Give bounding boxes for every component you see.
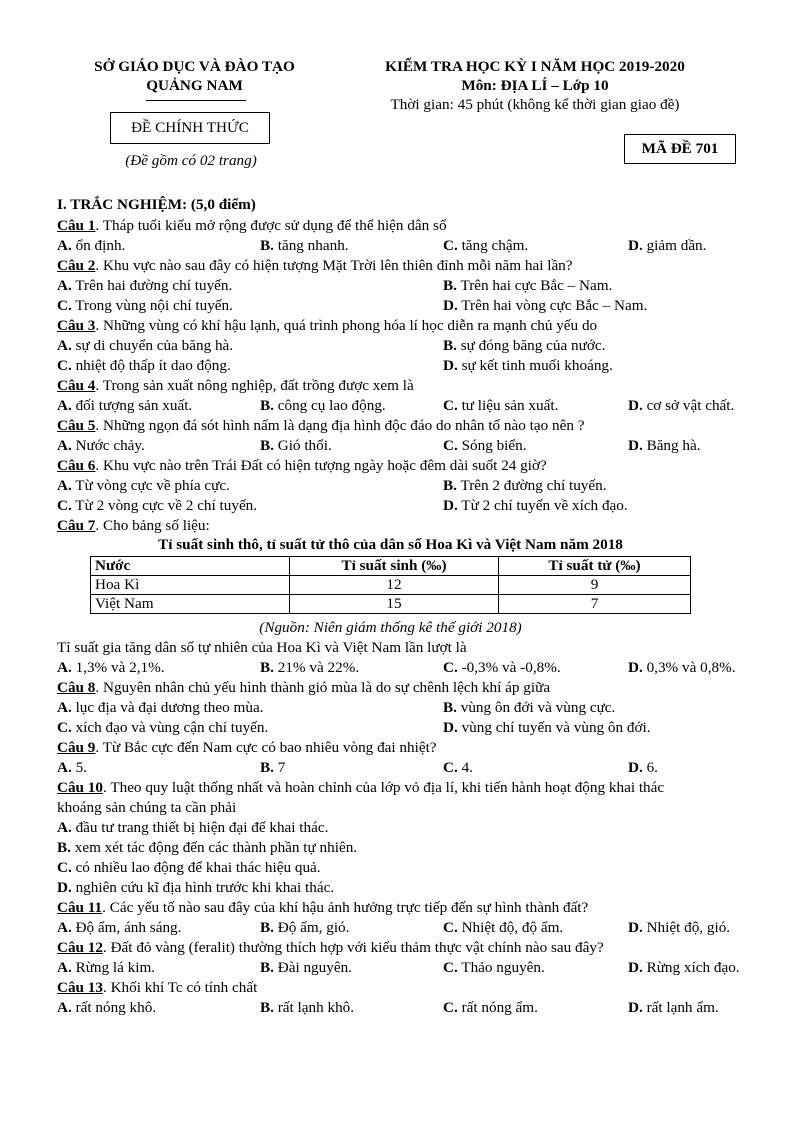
option-letter: C.: [443, 237, 458, 254]
answer-option: [260, 918, 349, 937]
option-letter: D.: [443, 719, 458, 736]
option-text: Nước chảy.: [71, 437, 145, 454]
answer-option: [443, 276, 612, 295]
exam-subject: Môn: ĐỊA LÍ – Lớp 10: [461, 77, 609, 94]
question-stem: [57, 416, 584, 435]
answer-option: [57, 878, 334, 897]
answer-option: [57, 998, 156, 1017]
section-title: I. TRẮC NGHIỆM: (5,0 điểm): [57, 196, 256, 213]
answer-option: [628, 998, 719, 1017]
option-text: tăng nhanh.: [273, 237, 349, 254]
question-text-continued: khoáng sản chúng ta cần phải: [57, 799, 237, 816]
answer-option: [57, 858, 321, 877]
question-stem: [57, 898, 588, 917]
option-letter: C.: [57, 357, 72, 374]
question-text: . Khu vực nào sau đây có hiện tượng Mặt Trời lên thiên đỉnh mỗi năm hai lần?: [95, 257, 573, 274]
option-text: rất lạnh ẩm.: [642, 999, 719, 1016]
table-cell: Việt Nam: [91, 595, 290, 614]
option-letter: B.: [260, 659, 274, 676]
pages-note: (Đề gồm có 02 trang): [125, 152, 257, 169]
option-letter: D.: [628, 919, 643, 936]
question-number: Câu 2: [57, 257, 96, 274]
data-table: [90, 556, 691, 614]
question-text: . Trong sản xuất nông nghiệp, đất trồng được xem là: [95, 377, 414, 394]
option-letter: D.: [628, 237, 643, 254]
answer-option: [443, 718, 651, 737]
option-text: Độ ẩm, gió.: [273, 919, 350, 936]
question-text: . Khu vực nào trên Trái Đất có hiện tượng ngày hoặc đêm dài suốt 24 giờ?: [95, 457, 547, 474]
question-text: . Từ Bắc cực đến Nam cực có bao nhiêu vòng đai nhiệt?: [95, 739, 437, 756]
option-letter: C.: [443, 397, 458, 414]
answer-option: [57, 718, 268, 737]
option-letter: A.: [57, 659, 72, 676]
option-text: công cụ lao động.: [273, 397, 386, 414]
table-cell: Hoa Kì: [91, 576, 290, 595]
option-text: ổn định.: [71, 237, 126, 254]
option-letter: A.: [57, 437, 72, 454]
answer-option: [260, 436, 332, 455]
option-text: lục địa và đại dương theo mùa.: [71, 699, 264, 716]
option-text: tăng chậm.: [457, 237, 529, 254]
option-text: 1,3% và 2,1%.: [71, 659, 165, 676]
option-text: vùng chí tuyến và vùng ôn đới.: [457, 719, 651, 736]
answer-option: [443, 396, 558, 415]
option-letter: A.: [57, 699, 72, 716]
option-text: Từ 2 chí tuyến về xích đạo.: [457, 497, 628, 514]
answer-option: [443, 998, 538, 1017]
answer-option: [57, 496, 257, 515]
answer-option: [57, 918, 181, 937]
option-text: Rừng xích đạo.: [642, 959, 740, 976]
option-letter: A.: [57, 337, 72, 354]
option-letter: C.: [443, 919, 458, 936]
header-divider: [146, 100, 246, 101]
question-text: . Cho bảng số liệu:: [95, 517, 210, 534]
option-letter: A.: [57, 237, 72, 254]
question-number: Câu 4: [57, 377, 96, 394]
option-text: Băng hà.: [642, 437, 701, 454]
question-stem: [57, 256, 573, 275]
option-text: Gió thổi.: [273, 437, 332, 454]
answer-option: [443, 356, 613, 375]
answer-option: [443, 496, 628, 515]
table-header-cell: Nước: [91, 557, 290, 576]
option-text: sự đóng băng của nước.: [456, 337, 606, 354]
option-letter: C.: [443, 959, 458, 976]
answer-option: [443, 436, 527, 455]
option-letter: D.: [628, 437, 643, 454]
option-text: Rừng lá kim.: [71, 959, 156, 976]
answer-option: [260, 758, 285, 777]
option-text: Trên hai cực Bắc – Nam.: [456, 277, 613, 294]
answer-option: [628, 658, 736, 677]
exam-time: Thời gian: 45 phút (không kể thời gian giao đề): [390, 96, 680, 113]
option-text: Trong vùng nội chí tuyến.: [71, 297, 233, 314]
option-text: 21% và 22%.: [273, 659, 360, 676]
answer-option: [57, 838, 357, 857]
option-letter: D.: [628, 659, 643, 676]
answer-option: [443, 918, 563, 937]
question-stem: [57, 938, 604, 957]
answer-option: [628, 436, 701, 455]
option-letter: B.: [443, 277, 457, 294]
answer-option: [260, 658, 359, 677]
exam-code-badge: MÃ ĐỀ 701: [624, 134, 736, 164]
option-text: Trên hai vòng cực Bắc – Nam.: [457, 297, 648, 314]
question-stem: [57, 678, 550, 697]
answer-option: [57, 698, 263, 717]
option-letter: D.: [628, 397, 643, 414]
answer-option: [443, 658, 561, 677]
option-text: nghiên cứu kĩ địa hình trước khi khai thác.: [71, 879, 335, 896]
option-text: nhiệt độ thấp ít dao động.: [71, 357, 231, 374]
table-cell: 7: [499, 595, 691, 614]
question-text: . Các yếu tố nào sau đây của khí hậu ảnh hưởng trực tiếp đến sự hình thành đất?: [102, 899, 589, 916]
option-text: 5.: [71, 759, 87, 776]
option-letter: B.: [260, 397, 274, 414]
answer-option: [443, 958, 545, 977]
table-title: Tỉ suất sinh thô, tỉ suất tử thô của dân số Hoa Kì và Việt Nam năm 2018: [158, 536, 623, 553]
question-stem: [57, 216, 447, 235]
answer-option: [57, 236, 125, 255]
question-number: Câu 7: [57, 517, 96, 534]
answer-option: [443, 476, 607, 495]
answer-option: [260, 396, 386, 415]
option-letter: A.: [57, 819, 72, 836]
option-letter: C.: [443, 759, 458, 776]
question-number: Câu 1: [57, 217, 96, 234]
answer-option: [628, 758, 658, 777]
option-letter: B.: [260, 759, 274, 776]
option-letter: D.: [57, 879, 72, 896]
option-letter: B.: [260, 919, 274, 936]
option-text: đối tượng sản xuất.: [71, 397, 193, 414]
answer-option: [57, 356, 231, 375]
option-letter: D.: [628, 759, 643, 776]
question-stem: [57, 456, 547, 475]
option-text: Sóng biển.: [457, 437, 527, 454]
question-stem: [57, 778, 664, 797]
option-text: Từ 2 vòng cực về 2 chí tuyến.: [71, 497, 258, 514]
question-text: . Nguyên nhân chủ yếu hình thành gió mùa là do sự chênh lệch khí áp giữa: [95, 679, 551, 696]
question-number: Câu 3: [57, 317, 96, 334]
question-stem: [57, 316, 597, 335]
option-letter: D.: [628, 959, 643, 976]
option-text: -0,3% và -0,8%.: [457, 659, 561, 676]
option-text: 6.: [642, 759, 658, 776]
table-row: [91, 595, 691, 614]
answer-option: [57, 336, 233, 355]
question-text: . Khối khí Tc có tính chất: [103, 979, 258, 996]
table-row: [91, 576, 691, 595]
answer-option: [260, 998, 354, 1017]
question-number: Câu 12: [57, 939, 103, 956]
option-letter: C.: [443, 659, 458, 676]
option-letter: A.: [57, 277, 72, 294]
table-header-row: [91, 557, 691, 576]
option-text: rất nóng ẩm.: [457, 999, 538, 1016]
answer-option: [443, 236, 528, 255]
answer-option: [260, 958, 352, 977]
table-source: (Nguồn: Niên giám thống kê thế giới 2018): [259, 619, 522, 636]
answer-option: [628, 236, 706, 255]
department-name: SỞ GIÁO DỤC VÀ ĐÀO TẠO: [94, 58, 295, 75]
option-text: Trên hai đường chí tuyến.: [71, 277, 233, 294]
answer-option: [628, 918, 730, 937]
option-text: giảm dần.: [642, 237, 707, 254]
answer-option: [443, 758, 473, 777]
option-text: có nhiều lao động để khai thác hiệu quả.: [71, 859, 321, 876]
question-number: Câu 6: [57, 457, 96, 474]
option-text: đầu tư trang thiết bị hiện đại để khai thác.: [71, 819, 329, 836]
option-text: rất lạnh khô.: [273, 999, 355, 1016]
table-header-cell: Tỉ suất tử (‰): [499, 557, 691, 576]
exam-title: KIỂM TRA HỌC KỲ I NĂM HỌC 2019-2020: [385, 58, 685, 75]
option-letter: D.: [443, 357, 458, 374]
answer-option: [57, 476, 230, 495]
option-letter: B.: [260, 959, 274, 976]
option-letter: A.: [57, 999, 72, 1016]
question-number: Câu 11: [57, 899, 103, 916]
option-letter: D.: [628, 999, 643, 1016]
option-letter: C.: [57, 497, 72, 514]
question-stem: [57, 978, 257, 997]
question-text: . Những ngọn đá sót hình nấm là dạng địa hình độc đáo do nhân tố nào tạo nên ?: [95, 417, 585, 434]
option-letter: A.: [57, 759, 72, 776]
question-text: . Những vùng có khí hậu lạnh, quá trình phong hóa lí học diễn ra mạnh chủ yếu do: [95, 317, 598, 334]
question-number: Câu 13: [57, 979, 103, 996]
question-stem: [57, 516, 210, 535]
option-letter: B.: [260, 999, 274, 1016]
option-text: vùng ôn đới và vùng cực.: [456, 699, 616, 716]
option-letter: D.: [443, 297, 458, 314]
option-letter: B.: [443, 337, 457, 354]
question-text-continued: Tỉ suất gia tăng dân số tự nhiên của Hoa Kì và Việt Nam lần lượt là: [57, 639, 467, 656]
option-text: Đài nguyên.: [273, 959, 352, 976]
question-text: . Đất đỏ vàng (feralit) thường thích hợp với kiểu thảm thực vật chính nào sau đây?: [103, 939, 604, 956]
answer-option: [57, 758, 87, 777]
official-badge: ĐỀ CHÍNH THỨC: [110, 112, 270, 144]
option-text: xích đạo và vùng cận chí tuyến.: [71, 719, 269, 736]
answer-option: [57, 818, 328, 837]
option-letter: C.: [57, 297, 72, 314]
option-text: tư liệu sản xuất.: [457, 397, 559, 414]
option-letter: B.: [443, 699, 457, 716]
option-text: cơ sở vật chất.: [642, 397, 735, 414]
option-letter: B.: [260, 237, 274, 254]
question-text: . Tháp tuổi kiểu mở rộng được sử dụng để thể hiện dân số: [95, 217, 447, 234]
option-letter: B.: [443, 477, 457, 494]
option-text: Nhiệt độ, độ ẩm.: [457, 919, 564, 936]
answer-option: [628, 396, 734, 415]
table-cell: 12: [290, 576, 499, 595]
option-text: Độ ẩm, ánh sáng.: [71, 919, 182, 936]
option-text: xem xét tác động đến các thành phần tự nhiên.: [70, 839, 358, 856]
option-text: Từ vòng cực về phía cực.: [71, 477, 230, 494]
answer-option: [57, 658, 165, 677]
option-text: 7: [273, 759, 286, 776]
option-letter: B.: [57, 839, 71, 856]
option-text: Nhiệt độ, gió.: [642, 919, 731, 936]
option-letter: B.: [260, 437, 274, 454]
question-stem: [57, 738, 437, 757]
answer-option: [57, 958, 155, 977]
answer-option: [260, 236, 349, 255]
option-text: rất nóng khô.: [71, 999, 157, 1016]
answer-option: [57, 436, 145, 455]
option-letter: A.: [57, 959, 72, 976]
option-letter: A.: [57, 919, 72, 936]
answer-option: [443, 336, 605, 355]
province-name: QUẢNG NAM: [146, 77, 243, 94]
answer-option: [57, 296, 233, 315]
option-letter: A.: [57, 477, 72, 494]
option-text: Trên 2 đường chí tuyến.: [456, 477, 607, 494]
answer-option: [443, 296, 647, 315]
option-text: sự di chuyển của băng hà.: [71, 337, 234, 354]
option-text: 0,3% và 0,8%.: [642, 659, 736, 676]
option-letter: D.: [443, 497, 458, 514]
table-header-cell: Tỉ suất sinh (‰): [290, 557, 499, 576]
answer-option: [443, 698, 615, 717]
answer-option: [628, 958, 740, 977]
question-text: . Theo quy luật thống nhất và hoàn chỉnh của lớp vỏ địa lí, khi tiến hành hoạt động khai thác: [103, 779, 665, 796]
option-letter: C.: [443, 999, 458, 1016]
option-letter: A.: [57, 397, 72, 414]
question-number: Câu 5: [57, 417, 96, 434]
question-stem: [57, 376, 414, 395]
option-text: Thảo nguyên.: [457, 959, 545, 976]
question-number: Câu 10: [57, 779, 103, 796]
table-cell: 9: [499, 576, 691, 595]
question-number: Câu 8: [57, 679, 96, 696]
option-letter: C.: [57, 859, 72, 876]
option-letter: C.: [443, 437, 458, 454]
option-text: 4.: [457, 759, 473, 776]
question-number: Câu 9: [57, 739, 96, 756]
option-letter: C.: [57, 719, 72, 736]
option-text: sự kết tinh muối khoáng.: [457, 357, 613, 374]
table-cell: 15: [290, 595, 499, 614]
answer-option: [57, 276, 232, 295]
answer-option: [57, 396, 192, 415]
